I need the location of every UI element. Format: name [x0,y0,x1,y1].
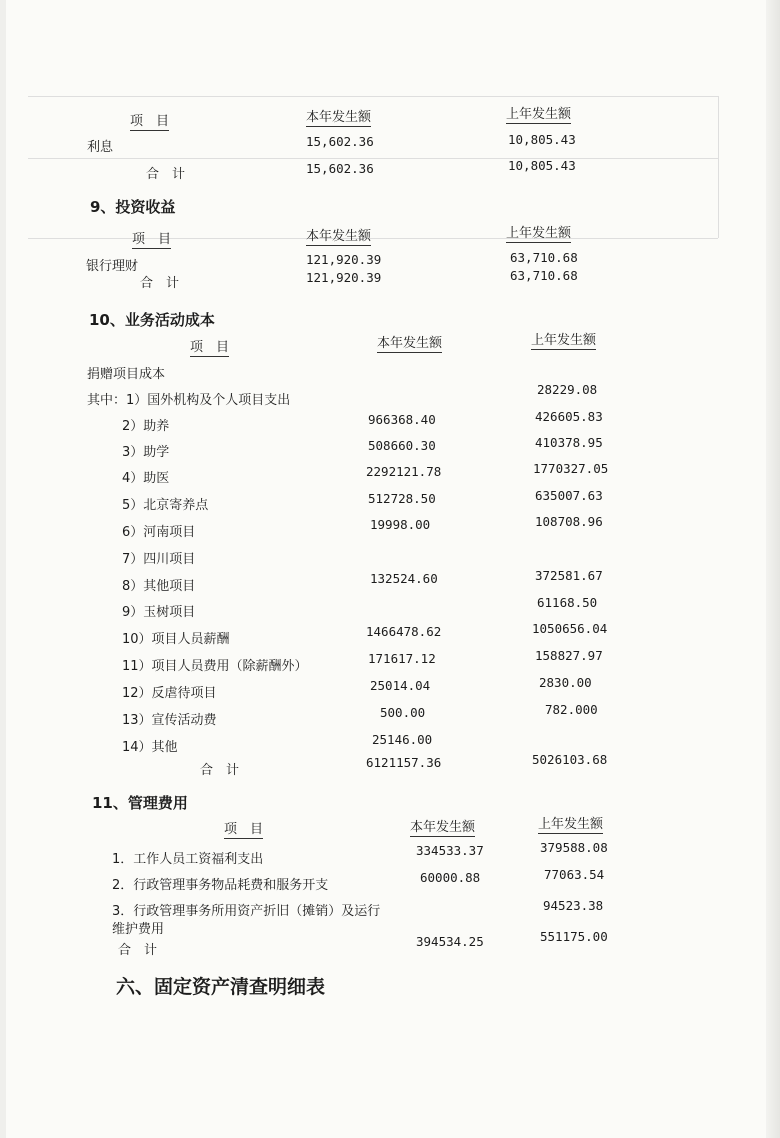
investment-total-label: 合 计 [140,276,180,291]
interest-row-current: 15,602.36 [306,134,374,149]
investment-row-label: 银行理财 [86,259,139,274]
business-cost-row-label: 12）反虐待项目 [122,686,217,701]
business-cost-row-label: 14）其他 [122,740,178,755]
admin-cost-row-label: 3．行政管理事务所用资产折旧（摊销）及运行 [112,904,381,919]
admin-cost-row-prior: 94523.38 [543,898,604,913]
investment-total-current: 121,920.39 [306,270,382,285]
interest-row-prior: 10,805.43 [508,132,576,147]
business-cost-total-label: 合 计 [200,763,240,778]
interest-total-current: 15,602.36 [306,161,374,176]
business-cost-row-label: 7）四川项目 [122,552,196,567]
investment-section-title: 9、投资收益 [90,198,176,216]
interest-header-item: 项 目 [130,110,169,131]
admin-cost-row-label-cont: 维护费用 [112,922,165,937]
investment-header-prior: 上年发生额 [506,222,571,243]
business-cost-header-prior: 上年发生额 [531,329,596,350]
investment-header-current: 本年发生额 [306,225,371,246]
fixed-assets-section-title: 六、固定资产清查明细表 [116,976,326,998]
bleed-through-line [718,96,719,238]
business-cost-row-prior: 372581.67 [535,568,603,583]
business-cost-row-label: 5）北京寄养点 [122,498,209,513]
business-cost-row-prior: 410378.95 [535,435,603,450]
business-cost-row-prior: 108708.96 [535,514,603,529]
admin-cost-total-current: 394534.25 [416,934,484,949]
business-cost-row-prior: 1050656.04 [532,621,608,636]
investment-row-current: 121,920.39 [306,252,382,267]
business-cost-row-label: 其中：1）国外机构及个人项目支出 [87,393,291,408]
business-cost-row-prior: 158827.97 [535,648,603,663]
business-cost-row-label: 9）玉树项目 [122,605,196,620]
admin-cost-total-prior: 551175.00 [540,929,608,944]
business-cost-header-item: 项 目 [190,336,229,357]
business-cost-row-current: 132524.60 [370,571,438,586]
business-cost-row-prior: 61168.50 [537,595,598,610]
investment-total-prior: 63,710.68 [510,268,578,283]
admin-cost-row-label: 1．工作人员工资福利支出 [112,852,264,867]
business-cost-row-label: 13）宣传活动费 [122,713,217,728]
page-left-edge [0,0,6,1138]
business-cost-row-label: 8）其他项目 [122,579,196,594]
bleed-through-line [28,96,718,97]
bleed-through-line [28,158,718,159]
admin-cost-section-title: 11、管理费用 [92,794,188,812]
admin-cost-row-current: 60000.88 [420,870,481,885]
admin-cost-row-current: 334533.37 [416,843,484,858]
business-cost-row-label: 11）项目人员费用（除薪酬外） [122,659,308,674]
business-cost-total-prior: 5026103.68 [532,752,608,767]
business-cost-row-current: 1466478.62 [366,624,442,639]
interest-row-label: 利息 [87,140,114,155]
admin-cost-row-label: 2．行政管理事务物品耗费和服务开支 [112,878,329,893]
business-cost-row-label: 3）助学 [122,445,170,460]
business-cost-row-label: 4）助医 [122,471,170,486]
business-cost-row-current: 19998.00 [370,517,431,532]
business-cost-row-prior: 426605.83 [535,409,603,424]
interest-total-prior: 10,805.43 [508,158,576,173]
admin-cost-row-prior: 379588.08 [540,840,608,855]
interest-header-current: 本年发生额 [306,106,371,127]
admin-cost-header-item: 项 目 [224,818,263,839]
page-right-edge [766,0,780,1138]
business-cost-row-current: 966368.40 [368,412,436,427]
interest-total-label: 合 计 [146,167,186,182]
interest-header-prior: 上年发生额 [506,103,571,124]
admin-cost-header-current: 本年发生额 [410,816,475,837]
investment-header-item: 项 目 [132,228,171,249]
admin-cost-total-label: 合 计 [118,943,158,958]
business-cost-total-current: 6121157.36 [366,755,442,770]
business-cost-row-current: 25146.00 [372,732,433,747]
business-cost-row-label: 6）河南项目 [122,525,196,540]
business-cost-row-current: 500.00 [380,705,426,720]
business-cost-row-current: 2292121.78 [366,464,442,479]
business-cost-row-prior: 782.000 [545,702,598,717]
business-cost-row-prior: 1770327.05 [533,461,609,476]
business-cost-row-prior: 2830.00 [539,675,592,690]
investment-row-prior: 63,710.68 [510,250,578,265]
business-cost-row-label: 10）项目人员薪酬 [122,632,230,647]
business-cost-row-current: 512728.50 [368,491,436,506]
business-cost-row-prior: 28229.08 [537,382,598,397]
business-cost-row-current: 508660.30 [368,438,436,453]
business-cost-row-prior: 635007.63 [535,488,603,503]
business-cost-section-title: 10、业务活动成本 [89,311,215,329]
business-cost-row-current: 171617.12 [368,651,436,666]
admin-cost-header-prior: 上年发生额 [538,813,603,834]
admin-cost-row-prior: 77063.54 [544,867,605,882]
business-cost-header-current: 本年发生额 [377,332,442,353]
business-cost-row-label: 2）助养 [122,419,170,434]
business-cost-group-label: 捐赠项目成本 [87,367,166,382]
business-cost-row-current: 25014.04 [370,678,431,693]
